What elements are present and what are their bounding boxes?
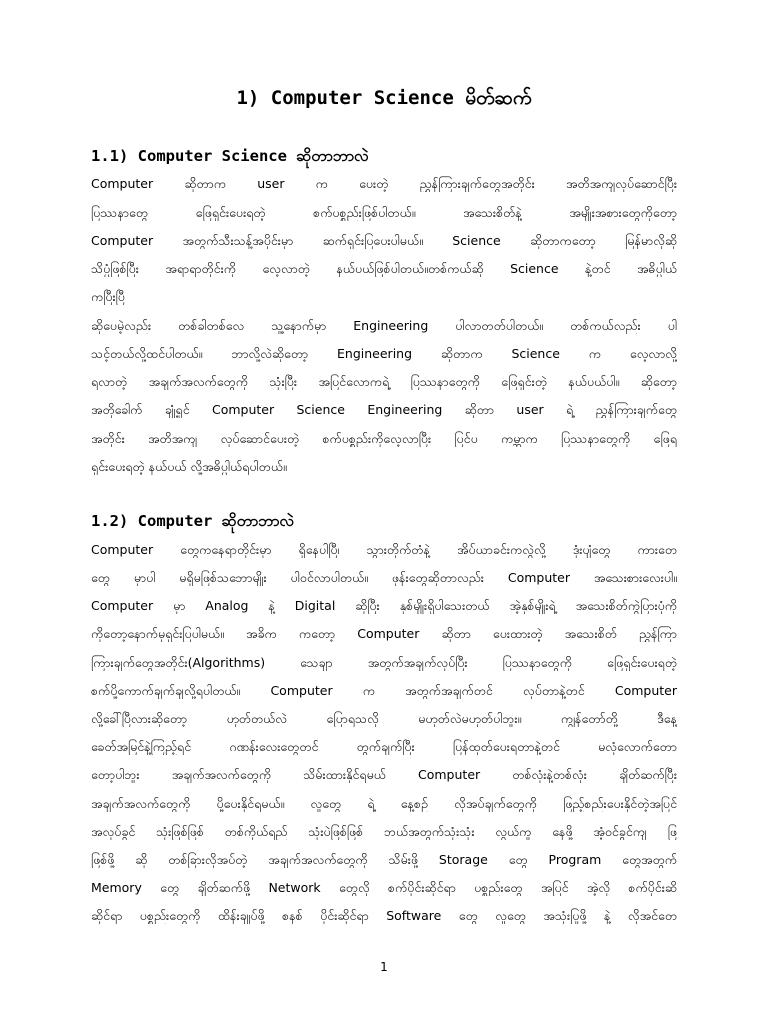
paragraph-line: Memory တွေ ချိတ်ဆက်ဖို့ Network တွေလို စက်ပိုင်းဆိုင်ရာ ပစ္စည်းတွေ အပြင် အဲ့လို စက်ပိုင်းဆိ	[91, 880, 677, 895]
paragraph-line: လို့ခေါ်ပြီလားဆိုတော့ ဟုတ်တယ်လဲ ပြောရသလို မဟုတ်လဲမဟုတ်ပါဘူး။ ကျွန်တော်တို့ ဒီနေ့	[91, 711, 677, 726]
paragraph-line: ကပြီးပြီ	[91, 289, 125, 304]
paragraph-line: ကြားချက်တွေအတိုင်း(Algorithms) သေချာ အတွက်အချက်လုပ်ပြီး ပြဿနာတွေကို ဖြေရှင်းပေးရတဲ့	[91, 655, 677, 670]
paragraph-line: ဆိုင်ရာ ပစ္စည်းတွေကို ထိန်းချုပ်ဖို့ စနစ် ပိုင်းဆိုင်ရာ Software တွေ လူတွေ အသုံးပြုဖို့ နဲ့ လိုအင်တေ	[91, 908, 677, 923]
paragraph-line: ခေတ်အမြင်နဲ့ကြည့်ရင် ဂဏန်းလေးတွေတင် တွက်ချက်ပြီး ပြန်ထုတ်ပေးရတာနဲ့တင် မလုံလောက်တော	[91, 739, 677, 754]
paragraph-line: အချက်အလက်တွေကို ပို့ပေးနိုင်ရမယ်။ လူတွေ ရဲ့ နေ့စဉ် လိုအပ်ချက်တွေကို ဖြည့်စည်းပေးနိုင်တဲ့အပြင်	[91, 796, 677, 811]
paragraph-line: ပြဿနာတွေ ဖြေရှင်းပေးရတဲ့ စက်ပစ္စည်းဖြစ်ပါတယ်။ အသေးစိတ်နဲ့ အမျိုးအစားတွေကိုတော့	[91, 205, 677, 220]
paragraph-line: တွေ မှာပါ မရှိမဖြစ်သဘောမျိုး ပါဝင်လာပါတယ်။ ဖုန်းတွေဆိုတာလည်း Computer အသေးစားလေးပါ။	[91, 570, 677, 585]
section-heading-1-1: 1.1) Computer Science ဆိုတာဘာလဲ	[91, 147, 369, 165]
paragraph-line: ဖြစ်ဖို့ ဆို တစ်ခြားလိုအပ်တဲ့ အချက်အလက်တွေကို သိမ်းဖို့ Storage တွေ Program တွေအတွက်	[91, 852, 677, 867]
paragraph-line: တော့ပါဘူး အချက်အလက်တွေကို သိမ်းထားနိုင်ရမယ် Computer တစ်လုံးနဲ့တစ်လုံး ချိတ်ဆက်ပြီး	[91, 767, 677, 782]
paragraph-line: သင့်တယ်လို့ထင်ပါတယ်။ ဘာလို့လဲဆိုတော့ Engineering ဆိုတာက Science က လေ့လာလို့	[91, 346, 677, 361]
paragraph-line: ရလာတဲ့ အချက်အလက်တွေကို သုံးပြီး အပြင်လောကရဲ့ ပြဿနာတွေကို ဖြေရှင်းတဲ့ နယ်ပယ်ပါ။ ဆိုတော့	[91, 374, 677, 389]
paragraph-line: Computer ဆိုတာက user က ပေးတဲ့ ညွှန်ကြားချက်တွေအတိုင်း အတိအကျလုပ်ဆောင်ပြီး	[91, 176, 677, 191]
section-heading-1-2: 1.2) Computer ဆိုတာဘာလဲ	[91, 512, 294, 530]
paragraph-line: အတိုင်း အတိအကျ လုပ်ဆောင်ပေးတဲ့ စက်ပစ္စည်းကိုလေ့လာပြီး ပြင်ပ ကမ္ဘာက ပြဿနာတွေကို ဖြေရ	[91, 431, 677, 446]
paragraph-line: Computer အတွက်သီးသန့်အပိုင်းမှာ ဆက်ရှင်းပြပေးပါမယ်။ Science ဆိုတာကတော့ မြန်မာလိုဆို	[91, 233, 677, 248]
paragraph-line: အလုပ်ခွင် သုံးဖြစ်ဖြစ် တစ်ကိုယ်ရည် သုံးပဲဖြစ်ဖြစ် ဘယ်အတွက်သုံးသုံး လွယ်ကူ နေဖို့ အံ့ဝင်ခွင်ကျ ဖြ	[91, 824, 677, 839]
page-number: 1	[380, 960, 388, 974]
paragraph-line: Computer တွေကနေရာတိုင်းမှာ ရှိနေပါပြီ၊ သွားတိုက်တံနဲ့ အိပ်ယာခင်းကလွဲလို့ ဒုံးပျံတွေ ကားတေ	[91, 542, 677, 557]
paragraph-line: သိပ္ပံဖြစ်ပြီး အရာရာတိုင်းကို လေ့လာတဲ့ နယ်ပယ်ဖြစ်ပါတယ်။တစ်ကယ်ဆို Science နဲ့တင် အဓိပ္ပါယ်	[91, 261, 677, 276]
paragraph-line: Computer မှာ Analog နဲ့ Digital ဆိုပြီး နှစ်မျိုးရှိပါသေးတယ် အဲ့နှစ်မျိုးရဲ့ အသေးစိတ်ကွဲပြားပုံကို	[91, 598, 677, 613]
paragraph-line: ရှင်းပေးရတဲ့ နယ်ပယ် လို့အဓိပ္ပါယ်ရပါတယ်။	[91, 459, 287, 474]
paragraph-line: ကိုတော့နောက်မှရှင်းပြပါမယ်။ အခိက ကတော့ Computer ဆိုတာ ပေးထားတဲ့ အသေးစိတ် ညွှန်ကြာ	[91, 626, 677, 641]
paragraph-line: အတိုခေါက် ချုံ့ရှင် Computer Science Engineering ဆိုတာ user ရဲ့ ညွှန်ကြားချက်တွေ	[91, 402, 677, 417]
page-title: 1) Computer Science မိတ်ဆက်	[236, 87, 532, 109]
paragraph-line: စက်ပို့ကောက်ချက်ချလို့ရပါတယ်။ Computer က အတွက်အချက်တင် လုပ်တာနဲ့တင် Computer	[91, 683, 677, 698]
paragraph-line: ဆိုပေမဲ့လည်း တစ်ခါတစ်လေ သူ့နောက်မှာ Engineering ပါလာတတ်ပါတယ်။ တစ်ကယ်လည်း ပါ	[91, 318, 677, 333]
